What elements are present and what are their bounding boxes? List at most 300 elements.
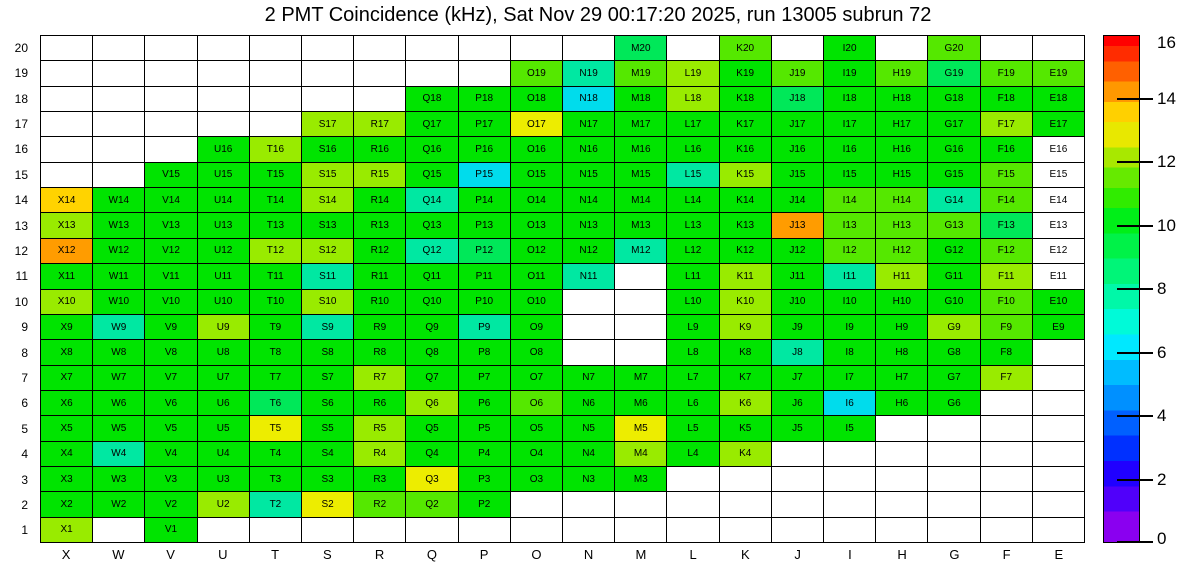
heatmap-cell-S12 (302, 239, 353, 263)
heatmap-cell-G19 (928, 61, 979, 85)
cell-label: N4 (582, 448, 595, 460)
heatmap-cell-N7 (563, 366, 614, 390)
cell-label: V15 (162, 169, 180, 181)
cell-label: L18 (684, 93, 702, 105)
empty-cell (720, 467, 771, 491)
heatmap-cell-O9 (511, 315, 562, 339)
heatmap-cell-G11 (928, 264, 979, 288)
cell-label: O7 (529, 372, 544, 384)
heatmap-cell-L13 (667, 213, 718, 237)
empty-cell (615, 290, 666, 314)
heatmap-cell-S7 (302, 366, 353, 390)
heatmap-cell-L11 (667, 264, 718, 288)
cell-label: V2 (164, 498, 178, 510)
empty-cell (824, 518, 875, 542)
heatmap-cell-V14 (145, 188, 196, 212)
heatmap-cell-R11 (354, 264, 405, 288)
cell-label: E11 (1049, 270, 1067, 282)
heatmap-cell-F7 (981, 366, 1032, 390)
heatmap-cell-E12 (1033, 239, 1084, 263)
empty-cell (563, 315, 614, 339)
heatmap-cell-N14 (563, 188, 614, 212)
cell-label: M6 (633, 397, 648, 409)
heatmap-cell-X7 (41, 366, 92, 390)
heatmap-cell-T8 (250, 340, 301, 364)
cell-label: X11 (58, 270, 76, 282)
heatmap-cell-P12 (459, 239, 510, 263)
heatmap-cell-P9 (459, 315, 510, 339)
cell-label: Q16 (422, 144, 442, 156)
empty-cell (772, 492, 823, 516)
cell-label: U8 (216, 346, 230, 358)
heatmap-cell-X11 (41, 264, 92, 288)
empty-cell (981, 518, 1032, 542)
cell-label: W14 (108, 194, 130, 206)
heatmap-cell-O4 (511, 442, 562, 466)
heatmap-cell-K20 (720, 36, 771, 60)
colorbar-tick-label: 8 (1157, 279, 1167, 298)
empty-cell (93, 36, 144, 60)
cell-label: T12 (266, 245, 285, 257)
heatmap-cell-P16 (459, 137, 510, 161)
cell-label: Q7 (425, 372, 439, 384)
cell-label: J17 (789, 118, 806, 130)
heatmap-grid (40, 35, 1085, 543)
cell-label: E15 (1049, 169, 1068, 181)
cell-label: W2 (111, 498, 127, 510)
empty-cell (981, 442, 1032, 466)
cell-label: Q2 (425, 498, 439, 510)
heatmap-cell-S5 (302, 416, 353, 440)
cell-label: R11 (370, 270, 389, 282)
cell-label: O5 (529, 422, 544, 434)
heatmap-cell-R7 (354, 366, 405, 390)
colorbar-tick-label: 14 (1157, 88, 1176, 108)
heatmap-cell-U8 (198, 340, 249, 364)
heatmap-cell-T5 (250, 416, 301, 440)
cell-label: Q5 (425, 422, 439, 434)
heatmap-cell-K15 (720, 163, 771, 187)
cell-label: G6 (947, 397, 961, 409)
empty-cell (876, 492, 927, 516)
cell-label: S9 (321, 321, 334, 333)
heatmap-cell-P4 (459, 442, 510, 466)
heatmap-cell-G17 (928, 112, 979, 136)
x-axis-label: L (689, 547, 697, 562)
heatmap-cell-J10 (772, 290, 823, 314)
empty-cell (615, 264, 666, 288)
cell-label: P7 (478, 372, 491, 384)
cell-label: F17 (997, 118, 1015, 130)
x-axis-label: G (949, 547, 960, 562)
heatmap-cell-P15 (459, 163, 510, 187)
cell-label: J11 (789, 270, 806, 282)
cell-label: M20 (631, 42, 651, 54)
cell-label: P4 (478, 448, 491, 460)
cell-label: L7 (687, 372, 699, 384)
cell-label: V6 (164, 397, 178, 409)
cell-label: X7 (60, 372, 73, 384)
empty-cell (928, 492, 979, 516)
cell-label: V7 (164, 372, 178, 384)
heatmap-cell-S2 (302, 492, 353, 516)
heatmap-cell-J8 (772, 340, 823, 364)
cell-label: F8 (1000, 346, 1013, 358)
heatmap-cell-T9 (250, 315, 301, 339)
empty-cell (772, 467, 823, 491)
heatmap-cell-R12 (354, 239, 405, 263)
empty-cell (667, 36, 718, 60)
y-axis (0, 35, 34, 543)
cell-label: V14 (162, 194, 180, 206)
cell-label: R8 (373, 346, 387, 358)
x-axis-label: U (218, 547, 228, 562)
empty-cell (41, 61, 92, 85)
heatmap-cell-G12 (928, 239, 979, 263)
cell-label: E10 (1049, 296, 1068, 308)
heatmap-cell-Q10 (406, 290, 457, 314)
heatmap-cell-L4 (667, 442, 718, 466)
heatmap-cell-U12 (198, 239, 249, 263)
heatmap-cell-T14 (250, 188, 301, 212)
cell-label: U5 (216, 422, 230, 434)
heatmap-cell-N16 (563, 137, 614, 161)
heatmap-cell-I13 (824, 213, 875, 237)
cell-label: L6 (687, 397, 699, 409)
heatmap-cell-W2 (93, 492, 144, 516)
cell-label: M3 (633, 473, 648, 485)
y-axis-label: 6 (21, 396, 28, 411)
heatmap-cell-L18 (667, 87, 718, 111)
cell-label: W5 (111, 422, 127, 434)
cell-label: S7 (321, 372, 334, 384)
empty-cell (772, 36, 823, 60)
cell-label: G12 (944, 245, 964, 257)
heatmap-cell-J7 (772, 366, 823, 390)
heatmap-cell-H7 (876, 366, 927, 390)
cell-label: Q14 (422, 194, 442, 206)
cell-label: F13 (997, 220, 1015, 232)
heatmap-cell-S4 (302, 442, 353, 466)
cell-label: E18 (1049, 93, 1068, 105)
heatmap-cell-T11 (250, 264, 301, 288)
cell-label: K12 (736, 245, 755, 257)
empty-cell (928, 442, 979, 466)
cell-label: H17 (892, 118, 911, 130)
empty-cell (1033, 467, 1084, 491)
cell-label: E16 (1049, 144, 1068, 156)
heatmap-cell-R10 (354, 290, 405, 314)
cell-label: I9 (845, 321, 854, 333)
cell-label: R6 (373, 397, 387, 409)
colorbar-tick-label: 2 (1157, 469, 1167, 489)
cell-label: P12 (475, 245, 494, 257)
cell-label: U9 (216, 321, 230, 333)
cell-label: P6 (478, 397, 491, 409)
heatmap-cell-Q5 (406, 416, 457, 440)
heatmap-cell-R4 (354, 442, 405, 466)
cell-label: U6 (216, 397, 230, 409)
heatmap-cell-V2 (145, 492, 196, 516)
cell-label: P14 (475, 194, 494, 206)
heatmap-cell-X1 (41, 518, 92, 542)
heatmap-cell-Q8 (406, 340, 457, 364)
cell-label: I20 (842, 42, 857, 54)
cell-label: V12 (162, 245, 180, 257)
cell-label: E9 (1052, 321, 1065, 333)
heatmap-cell-R9 (354, 315, 405, 339)
heatmap-cell-T7 (250, 366, 301, 390)
cell-label: K6 (739, 397, 752, 409)
cell-label: X12 (57, 245, 76, 257)
cell-label: R17 (370, 118, 389, 130)
heatmap-cell-V6 (145, 391, 196, 415)
cell-label: M17 (631, 118, 651, 130)
heatmap-cell-K19 (720, 61, 771, 85)
cell-label: N13 (579, 220, 598, 232)
cell-label: J16 (789, 144, 806, 156)
heatmap-cell-G13 (928, 213, 979, 237)
cell-label: O3 (529, 473, 544, 485)
heatmap-cell-H14 (876, 188, 927, 212)
heatmap-cell-E15 (1033, 163, 1084, 187)
heatmap-cell-O8 (511, 340, 562, 364)
cell-label: H12 (892, 245, 911, 257)
cell-label: G19 (944, 68, 964, 80)
cell-label: J6 (792, 397, 803, 409)
heatmap-cell-I6 (824, 391, 875, 415)
heatmap-cell-P10 (459, 290, 510, 314)
heatmap-cell-K12 (720, 239, 771, 263)
heatmap-cell-I15 (824, 163, 875, 187)
empty-cell (145, 36, 196, 60)
heatmap-cell-O12 (511, 239, 562, 263)
empty-cell (615, 518, 666, 542)
cell-label: V9 (164, 321, 178, 333)
heatmap-cell-G15 (928, 163, 979, 187)
y-axis-label: 3 (21, 472, 28, 487)
heatmap-cell-Q2 (406, 492, 457, 516)
cell-label: I8 (845, 346, 854, 358)
heatmap-cell-M14 (615, 188, 666, 212)
cell-label: O14 (526, 194, 546, 206)
heatmap-cell-O13 (511, 213, 562, 237)
cell-label: O8 (529, 346, 544, 358)
empty-cell (459, 61, 510, 85)
heatmap-cell-W6 (93, 391, 144, 415)
empty-cell (354, 36, 405, 60)
heatmap-cell-H16 (876, 137, 927, 161)
cell-label: I14 (842, 194, 857, 206)
y-axis-label: 17 (14, 116, 28, 131)
heatmap-cell-M15 (615, 163, 666, 187)
heatmap-cell-F15 (981, 163, 1032, 187)
heatmap-cell-U6 (198, 391, 249, 415)
heatmap-cell-M16 (615, 137, 666, 161)
heatmap-cell-S11 (302, 264, 353, 288)
heatmap-cell-U9 (198, 315, 249, 339)
cell-label: P16 (475, 144, 494, 156)
cell-label: Q11 (422, 270, 442, 282)
heatmap-cell-L9 (667, 315, 718, 339)
heatmap-cell-L12 (667, 239, 718, 263)
heatmap-cell-F9 (981, 315, 1032, 339)
cell-label: N3 (582, 473, 595, 485)
cell-label: M16 (631, 144, 651, 156)
cell-label: Q4 (425, 448, 439, 460)
empty-cell (41, 163, 92, 187)
heatmap-cell-X2 (41, 492, 92, 516)
heatmap-cell-W5 (93, 416, 144, 440)
heatmap-cell-O19 (511, 61, 562, 85)
x-axis-label: N (583, 547, 594, 562)
heatmap-cell-U16 (198, 137, 249, 161)
cell-label: K9 (739, 321, 752, 333)
heatmap-cell-N3 (563, 467, 614, 491)
cell-label: X13 (57, 220, 76, 232)
heatmap-cell-H6 (876, 391, 927, 415)
heatmap-cell-F8 (981, 340, 1032, 364)
heatmap-cell-Q14 (406, 188, 457, 212)
heatmap-cell-V9 (145, 315, 196, 339)
heatmap-cell-T6 (250, 391, 301, 415)
empty-cell (876, 442, 927, 466)
heatmap-cell-O14 (511, 188, 562, 212)
heatmap-cell-E13 (1033, 213, 1084, 237)
heatmap-cell-M20 (615, 36, 666, 60)
heatmap-cell-E11 (1033, 264, 1084, 288)
cell-label: M4 (633, 448, 648, 460)
x-axis-label: J (794, 547, 801, 562)
cell-label: H8 (895, 346, 909, 358)
cell-label: J19 (789, 68, 806, 80)
cell-label: T16 (266, 144, 285, 156)
heatmap-cell-V15 (145, 163, 196, 187)
heatmap-cell-O16 (511, 137, 562, 161)
heatmap-cell-E16 (1033, 137, 1084, 161)
heatmap-cell-O5 (511, 416, 562, 440)
cell-label: I15 (842, 169, 857, 181)
cell-label: J7 (792, 372, 803, 384)
empty-cell (615, 340, 666, 364)
heatmap-cell-K6 (720, 391, 771, 415)
cell-label: U15 (214, 169, 233, 181)
y-axis-label: 5 (21, 421, 28, 436)
cell-label: L5 (687, 422, 699, 434)
heatmap-cell-N13 (563, 213, 614, 237)
heatmap-cell-Q7 (406, 366, 457, 390)
cell-label: N5 (582, 422, 595, 434)
heatmap-cell-P17 (459, 112, 510, 136)
empty-cell (563, 340, 614, 364)
heatmap-cell-V3 (145, 467, 196, 491)
heatmap-cell-P14 (459, 188, 510, 212)
heatmap-cell-J17 (772, 112, 823, 136)
heatmap-cell-G8 (928, 340, 979, 364)
heatmap-cell-H13 (876, 213, 927, 237)
cell-label: L9 (687, 321, 699, 333)
heatmap-cell-R5 (354, 416, 405, 440)
heatmap-cell-I7 (824, 366, 875, 390)
heatmap-cell-L5 (667, 416, 718, 440)
cell-label: F10 (997, 296, 1015, 308)
cell-label: J15 (789, 169, 806, 181)
heatmap-cell-U15 (198, 163, 249, 187)
cell-label: G15 (944, 169, 964, 181)
cell-label: Q13 (422, 220, 442, 232)
cell-label: V1 (164, 524, 178, 536)
empty-cell (981, 36, 1032, 60)
cell-label: M5 (633, 422, 648, 434)
cell-label: U16 (214, 144, 233, 156)
heatmap-cell-I16 (824, 137, 875, 161)
heatmap-cell-S9 (302, 315, 353, 339)
heatmap-cell-L14 (667, 188, 718, 212)
cell-label: R3 (373, 473, 387, 485)
heatmap-cell-I12 (824, 239, 875, 263)
heatmap-cell-E14 (1033, 188, 1084, 212)
heatmap-cell-W14 (93, 188, 144, 212)
cell-label: V8 (164, 346, 178, 358)
heatmap-cell-J18 (772, 87, 823, 111)
heatmap-cell-K9 (720, 315, 771, 339)
cell-label: N7 (582, 372, 595, 384)
cell-label: T4 (269, 448, 282, 460)
heatmap-cell-X5 (41, 416, 92, 440)
empty-cell (459, 518, 510, 542)
heatmap-cell-K4 (720, 442, 771, 466)
heatmap-cell-R16 (354, 137, 405, 161)
cell-label: R5 (373, 422, 387, 434)
heatmap-cell-K16 (720, 137, 771, 161)
empty-cell (41, 137, 92, 161)
cell-label: N18 (579, 93, 598, 105)
cell-label: K7 (739, 372, 752, 384)
cell-label: L17 (684, 118, 702, 130)
empty-cell (981, 467, 1032, 491)
heatmap-cell-S6 (302, 391, 353, 415)
heatmap-cell-R8 (354, 340, 405, 364)
heatmap-cell-K13 (720, 213, 771, 237)
cell-label: L13 (684, 220, 702, 232)
empty-cell (981, 492, 1032, 516)
empty-cell (302, 61, 353, 85)
cell-label: K18 (736, 93, 755, 105)
empty-cell (928, 416, 979, 440)
heatmap-cell-J11 (772, 264, 823, 288)
cell-label: R4 (373, 448, 387, 460)
heatmap-cell-J15 (772, 163, 823, 187)
cell-label: N16 (579, 144, 598, 156)
cell-label: H7 (895, 372, 909, 384)
heatmap-cell-X6 (41, 391, 92, 415)
heatmap-cell-N6 (563, 391, 614, 415)
cell-label: W8 (111, 346, 127, 358)
cell-label: T13 (266, 220, 285, 232)
heatmap-cell-I19 (824, 61, 875, 85)
heatmap-cell-V5 (145, 416, 196, 440)
heatmap-cell-Q3 (406, 467, 457, 491)
heatmap-cell-K17 (720, 112, 771, 136)
cell-label: G20 (944, 42, 964, 54)
cell-label: H14 (892, 194, 911, 206)
cell-label: P15 (475, 169, 494, 181)
cell-label: X9 (60, 321, 73, 333)
empty-cell (302, 518, 353, 542)
colorbar-tick-label: 10 (1157, 215, 1176, 235)
heatmap-cell-G16 (928, 137, 979, 161)
heatmap-cell-T16 (250, 137, 301, 161)
